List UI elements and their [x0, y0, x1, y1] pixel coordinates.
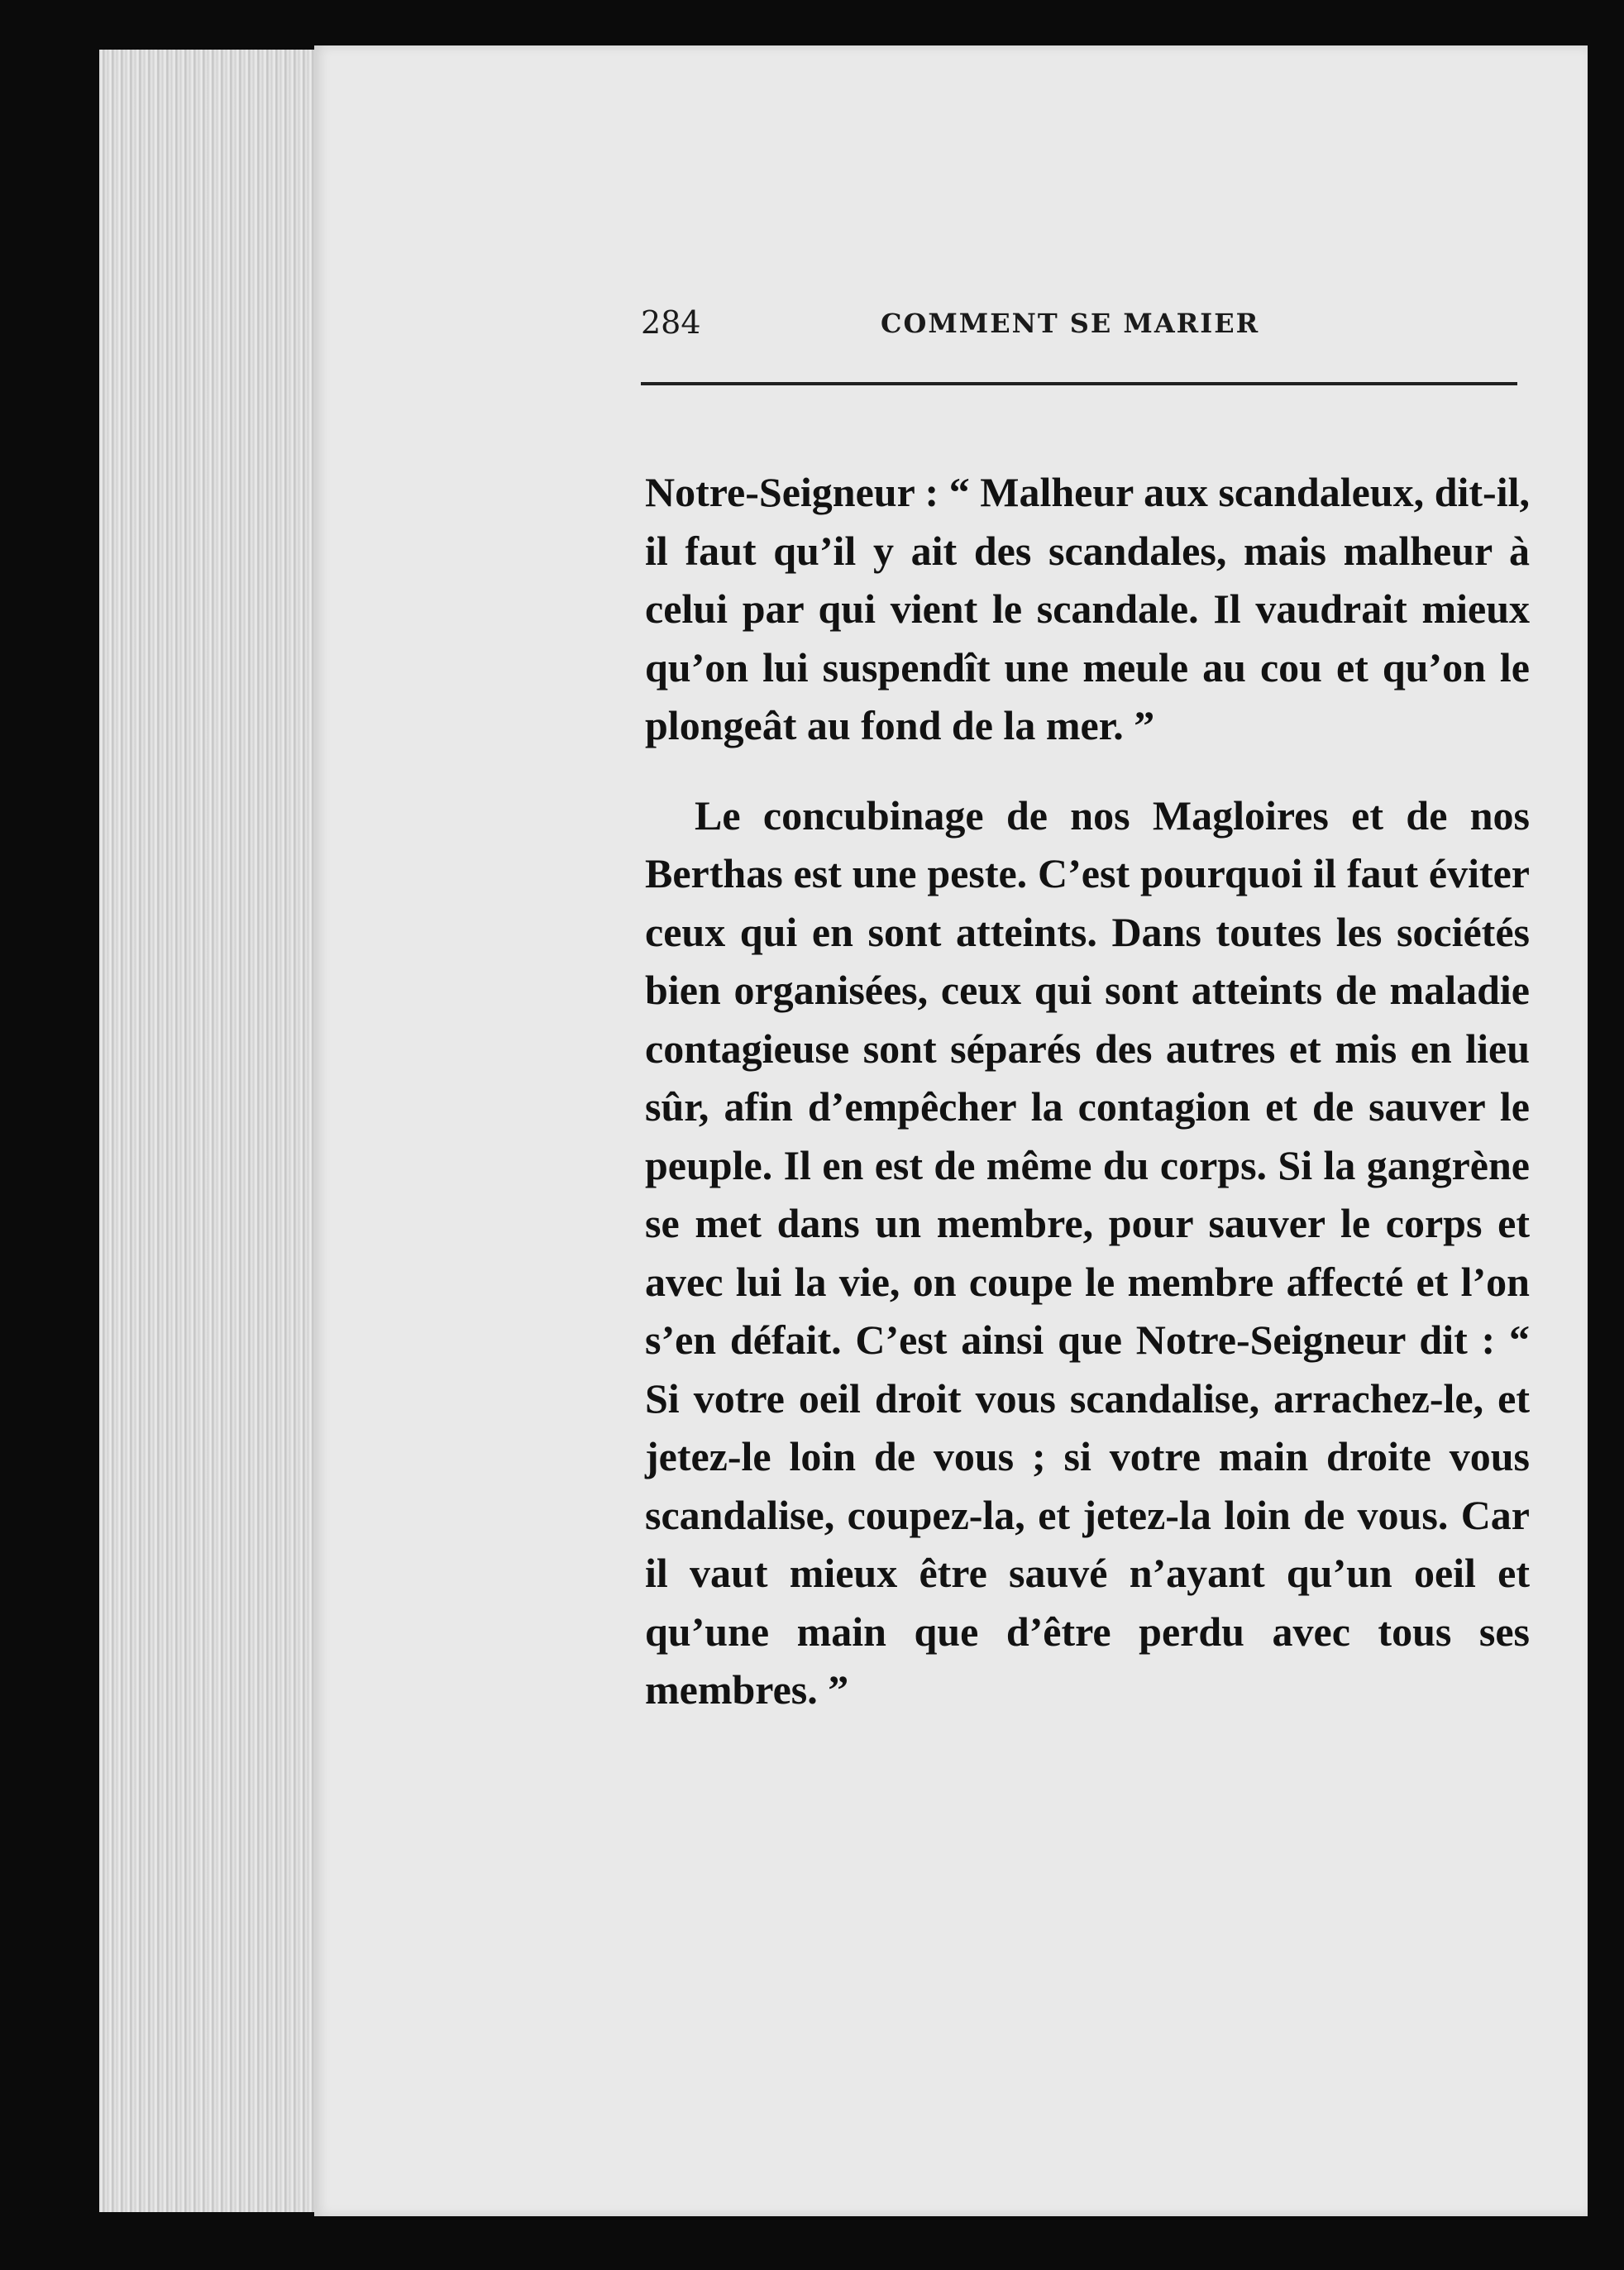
paragraph: Notre-Seigneur : “ Malheur aux scandaleux, dit-il, il faut qu’il y ait des scandales, mais malheur à celui par qui vient le scandale. Il vaudrait mieux qu’on lui suspendît une meule au cou et qu’on le plongeât au fond de la mer. ”: [645, 469, 1530, 748]
body-text: [645, 463, 1530, 1719]
header-rule: [641, 382, 1517, 385]
page-number: 284: [641, 304, 701, 341]
page-stack-edge: [99, 50, 347, 2212]
running-title: COMMENT SE MARIER: [881, 308, 1260, 339]
running-head: [641, 304, 1542, 354]
paragraph: Le concubinage de nos Magloires et de nos Berthas est une peste. C’est pourquoi il faut éviter ceux qui en sont atteints. Dans toutes les sociétés bien organisées, ceux qui sont atteints de maladie contagieuse sont séparés des autres et mis en lieu sûr, afin d’empêcher la contagion et de sauver le peuple. Il en est de même du corps. Si la gangrène se met dans un membre, pour sauver le corps et avec lui la vie, on coupe le membre affecté et l’on s’en défait. C’est ainsi que Notre-Seigneur dit : “ Si votre oeil droit vous scandalise, arrachez-le, et jetez-le loin de vous ; si votre main droite vous scandalise, coupez-la, et jetez-la loin de vous. Car il vaut mieux être sauvé n’ayant qu’un oeil et qu’une main que d’être perdu avec tous ses membres. ”: [645, 791, 1530, 1713]
